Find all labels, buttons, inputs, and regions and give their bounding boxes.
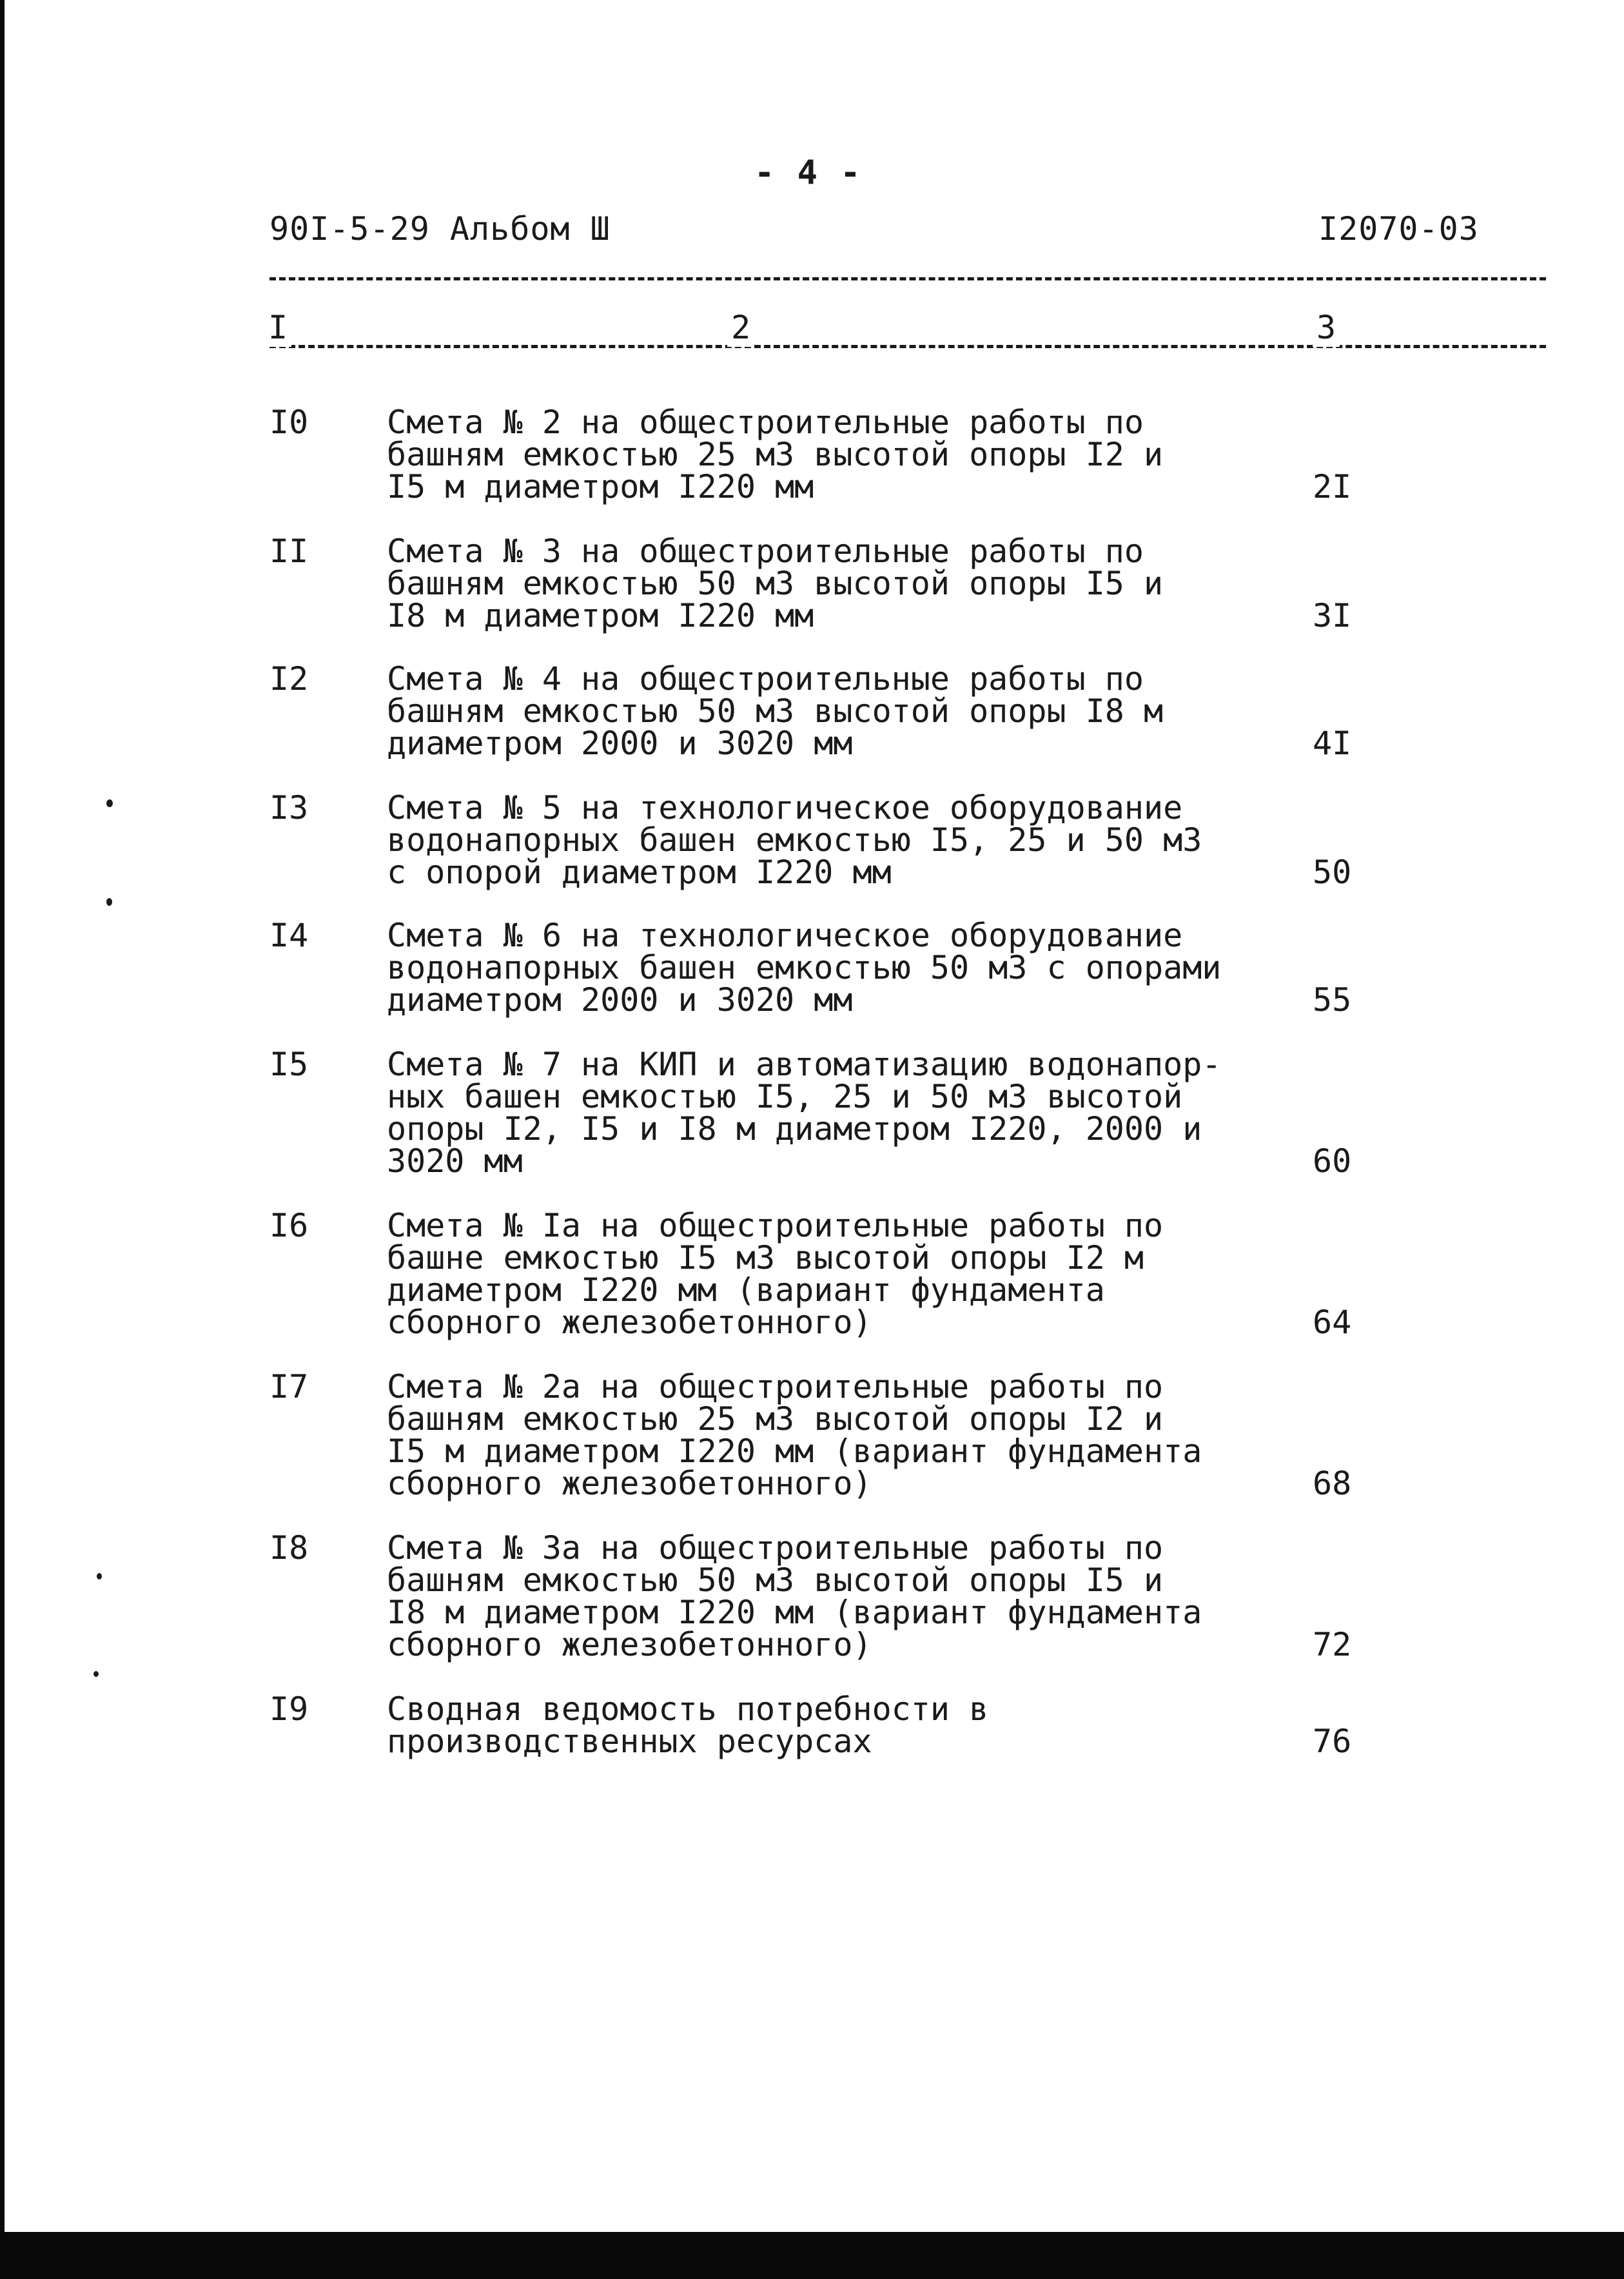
item-title: Смета № Iа на общестроительные работы по башне емкостью I5 м3 высотой опоры I2 м диаметром I220 мм (вариант фундамента сборного железобетонного) [387, 1207, 1164, 1341]
item-page: 68 [1313, 1465, 1352, 1502]
item-page: 76 [1313, 1723, 1352, 1760]
scan-speck [106, 898, 112, 906]
scan-left-edge [0, 0, 5, 2279]
column-header-title: 2 [727, 308, 754, 347]
column-header-page: 3 [1313, 308, 1340, 347]
item-page: 55 [1313, 981, 1352, 1019]
document-code: 90I-5-29 Альбом Ш [269, 210, 611, 248]
scan-bottom-band [0, 2232, 1624, 2279]
item-title: Смета № 2 на общестроительные работы по башням емкостью 25 м3 высотой опоры I2 и I5 м диаметром I220 мм [387, 404, 1164, 505]
item-page: 60 [1313, 1142, 1352, 1180]
item-number: I9 [269, 1690, 309, 1728]
item-title: Смета № 3а на общестроительные работы по башням емкостью 50 м3 высотой опоры I5 и I8 м диаметром I220 мм (вариант фундамента сборного железобетонного) [387, 1529, 1202, 1663]
item-title: Смета № 5 на технологическое оборудование водонапорных башен емкостью I5, 25 и 50 м3 с опорой диаметром I220 мм [387, 789, 1202, 891]
item-title: Смета № 7 на КИП и автоматизацию водонапор- ных башен емкостью I5, 25 и 50 м3 высотой опоры I2, I5 и I8 м диаметром I220, 2000 и 3020 мм [387, 1046, 1222, 1180]
item-title: Смета № 4 на общестроительные работы по башням емкостью 50 м3 высотой опоры I8 м диаметром 2000 и 3020 мм [387, 660, 1164, 762]
column-divider [269, 345, 1546, 348]
item-number: I8 [269, 1529, 309, 1567]
item-title: Смета № 6 на технологическое оборудование водонапорных башен емкостью 50 м3 с опорами диаметром 2000 и 3020 мм [387, 917, 1222, 1019]
item-number: I6 [269, 1207, 309, 1244]
header-divider [269, 277, 1546, 280]
scan-speck [106, 799, 113, 807]
item-number: I4 [269, 917, 309, 954]
item-page: 72 [1313, 1626, 1352, 1663]
item-number: I7 [269, 1368, 309, 1405]
document-number: I2070-03 [1318, 210, 1479, 248]
scan-speck [97, 1573, 102, 1580]
item-number: I0 [269, 404, 309, 441]
item-number: II [269, 533, 309, 570]
item-page: 50 [1313, 854, 1352, 891]
item-number: I5 [269, 1046, 309, 1083]
item-page: 3I [1313, 597, 1352, 634]
item-title: Сводная ведомость потребности в производственных ресурсах [387, 1690, 989, 1760]
item-title: Смета № 2а на общестроительные работы по башням емкостью 25 м3 высотой опоры I2 и I5 м диаметром I220 мм (вариант фундамента сборного железобетонного) [387, 1368, 1202, 1502]
item-page: 2I [1313, 468, 1352, 505]
item-number: I3 [269, 789, 309, 827]
item-title: Смета № 3 на общестроительные работы по башням емкостью 50 м3 высотой опоры I5 и I8 м диаметром I220 мм [387, 533, 1164, 634]
item-page: 4I [1313, 725, 1352, 762]
item-number: I2 [269, 660, 309, 698]
scan-speck [93, 1671, 99, 1677]
item-page: 64 [1313, 1304, 1352, 1341]
page-number: - 4 - [754, 153, 862, 192]
column-header-number: I [264, 308, 291, 347]
